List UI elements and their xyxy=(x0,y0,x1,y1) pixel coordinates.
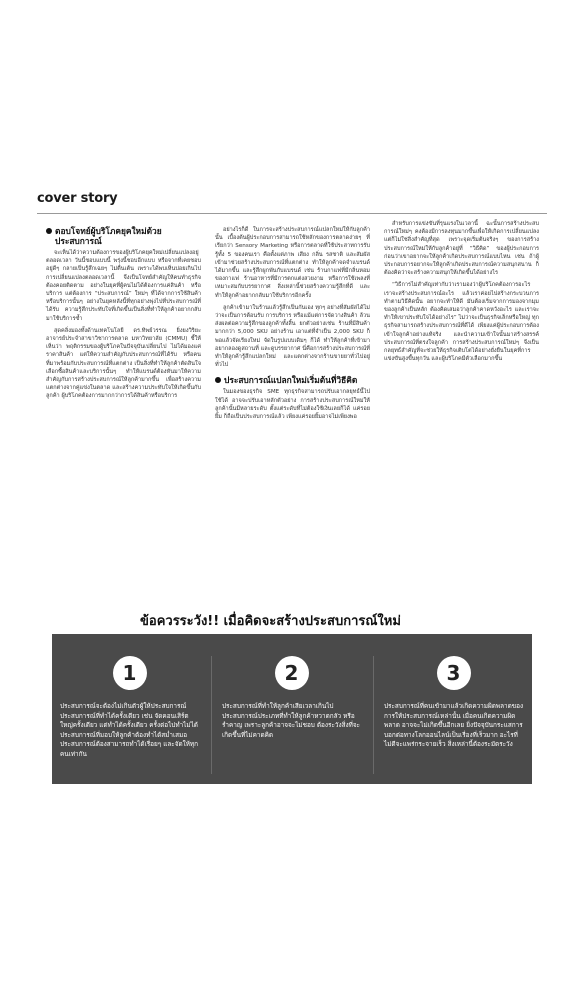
heading-text: ตอบโจทย์ผู้บริโภคยุคใหม่ด้วยประสบการณ์ xyxy=(55,226,162,246)
article-column-3 xyxy=(384,220,539,367)
paragraph: สำหรับการแข่งขันที่รุนแรงในเวลานี้ ฉะนั้นการสร้างประสบการณ์ใหม่ๆ คงต้องมีการลงทุนมากขึ้นเพื่อให้เกิดการเปลี่ยนแปลง แต่ก็ไม่ใช่สิ่งสำคัญที่สุด เพราะจุดเริ่มต้นจริงๆ ของการสร้างประสบการณ์ใหม่ให้กับลูกค้าอยู่ที่ “วิธีคิด” ของผู้ประกอบการก่อนว่าเขาอยากจะให้ลูกค้าเกิดประสบการณ์แบบไหน เช่น ถ้าผู้ประกอบการอยากจะให้ลูกค้าเกิดประสบการณ์ความสนุกสนาน ก็ต้องคิดว่าจะสร้างความสนุกให้เกิดขึ้นได้อย่างไร xyxy=(384,221,539,277)
paragraph: อย่างไรก็ดี ในการจะสร้างประสบการณ์แปลกใหม่ให้กับลูกค้านั้น เบื้องต้นผู้ประกอบการสามารถใช้หลักของการตลาดง่ายๆ ที่เรียกว่า Sensory Marketing หรือการตลาดที่ใช้ประสาทการรับรู้ทั้ง 5 ของคนเรา คือตั้งแต่ภาพ เสียง กลิ่น รสชาติ และสัมผัส เข้ามาช่วยสร้างประสบการณ์ที่แตกต่าง ทำให้ลูกค้าจดจำแบรนด์ได้มากขึ้น และรู้สึกผูกพันกับแบรนด์ เช่น ร้านกาแฟที่มีกลิ่นหอมของกาแฟ ร้านอาหารที่มีการตกแต่งสวยงาม หรือการใช้เพลงที่เหมาะสมกับบรรยากาศ สิ่งเหล่านี้ช่วยสร้างความรู้สึกที่ดี และทำให้ลูกค้าอยากกลับมาใช้บริการอีกครั้ง xyxy=(215,227,370,299)
tip-text: ประสบการณ์จะต้องไม่เกินตัวผู้ให้ประสบการณ์ ประสบการณ์ที่ทำได้ครั้งเดียว เช่น จัดคอนเสิร์ตใหญ่ครั้งเดียว แต่ทำได้ครั้งเดียว ครั้งต่อไปทำไม่ได้ ประสบการณ์ที่มอบให้ลูกค้าต้องทำได้สม่ำเสมอ ประสบการณ์ต้องสามารถทำได้เรื่อยๆ และจัดให้ทุกคนเท่ากัน xyxy=(60,702,199,758)
magazine-page xyxy=(32,186,550,906)
tip-number-badge: 3 xyxy=(437,656,471,690)
paragraph: จะเห็นได้ว่าความต้องการของผู้บริโภคยุคใหม่เปลี่ยนแปลงอยู่ตลอดเวลา วันนี้ชอบแบบนี้ พรุ่งนี้ชอบอีกแบบ หรือจากที่เคยชอบอยู่ดีๆ กลายเป็นรู้สึกเฉยๆ ไม่ตื่นเต้น เพราะได้พบเห็นบ่อยเกินไป การเปลี่ยนแปลงตลอดเวลานี้ จึงเป็นโจทย์สำคัญให้คนทำธุรกิจต้องคอยติดตาม อย่างในยุคที่ผู้คนไม่ได้ต้องการแค่สินค้า หรือบริการ แต่ต้องการ “ประสบการณ์” ใหม่ๆ ที่ได้จากการใช้สินค้าหรือบริการนั้นๆ อย่างในยุคหลังนี้ที่ทุกอย่างพุ่งไปที่ประสบการณ์ที่ได้รับ ความรู้สึกประทับใจที่เกิดขึ้นเป็นสิ่งที่ทำให้ลูกค้าอยากกลับมาใช้บริการซ้ำ xyxy=(46,250,201,322)
section-divider xyxy=(37,213,547,214)
tip-text: ประสบการณ์ที่คนเข้ามาแล้วเกิดความผิดพลาดของการให้ประสบการณ์เหล่านั้น เมื่อคนเกิดความผิดพลาด อาจจะไม่เกิดขึ้นอีกเลย ยิ่งปัจจุบันกระแสการบอกต่อทางโลกออนไลน์เป็นเรื่องที่เร็วมาก อะไรที่ไม่ดีจะแพร่กระจายเร็ว สิ่งเหล่านี้ต้องระมัดระวัง xyxy=(384,702,524,748)
tip-text: ประสบการณ์ที่ทำให้ลูกค้าเสียเวลาเกินไป ประสบการณ์ประเภทที่ทำให้ลูกค้าหวาดกลัว หรือรำคาญ เพราะลูกค้าอาจจะไม่ชอบ ต้องระวังสิ่งที่จะเกิดขึ้นที่ไม่คาดคิด xyxy=(222,702,360,739)
tip-divider xyxy=(211,656,212,774)
tip-item xyxy=(376,644,531,784)
tip-divider xyxy=(373,656,374,774)
paragraph: “วิธีการไม่สำคัญเท่ากับว่าเรามองว่าผู้บริโภคต้องการอะไร เราจะสร้างประสบการณ์อะไร แล้วเราค่อยไปสร้างกระบวนการทำตามวิธีคิดนั้น อยากจะทำให้ดี มันต้องเริ่มจากการมองจากมุมของลูกค้าเป็นหลัก ต้องคิดเสมอว่าลูกค้าคาดหวังอะไร และเราจะทำให้เขาประทับใจได้อย่างไร” ไม่ว่าจะเป็นธุรกิจเล็กหรือใหญ่ ทุกธุรกิจสามารถสร้างประสบการณ์ที่ดีได้ เพียงแค่ผู้ประกอบการต้องเข้าใจลูกค้าอย่างแท้จริง และนำความเข้าใจนั้นมาสร้างสรรค์ประสบการณ์ที่ตรงใจลูกค้า การสร้างประสบการณ์ใหม่ๆ จึงเป็นกลยุทธ์สำคัญที่จะช่วยให้ธุรกิจเติบโตได้อย่างยั่งยืนในยุคที่การแข่งขันสูงขึ้นทุกวัน และผู้บริโภคมีตัวเลือกมากขึ้น xyxy=(384,282,539,363)
bullet-icon xyxy=(215,377,221,383)
section-label: cover story xyxy=(37,191,118,206)
callout-panel-top xyxy=(52,634,532,644)
tip-item xyxy=(52,644,207,784)
tip-item xyxy=(214,644,369,784)
bullet-icon xyxy=(46,228,52,234)
tip-number-badge: 1 xyxy=(113,656,147,690)
paragraph: สุดคลิ่งมองทั้งด้านเทคโนโลยี ดร.ทิพย์วรรณ ยิ่งยงวิริยะ อาจารย์ประจำสาขาวิชาการตลาด มหาวิทยาลัย (CMMU) ชี้ให้เห็นว่า พฤติกรรมของผู้บริโภคในปัจจุบันเปลี่ยนไป ไม่ได้มองแค่ราคาสินค้า แต่ให้ความสำคัญกับประสบการณ์ที่ได้รับ หรือคนที่มาพร้อมกับประสบการณ์ที่แตกต่าง เป็นสิ่งที่ทำให้ลูกค้าตัดสินใจเลือกซื้อสินค้าและบริการนั้นๆ ทำให้แบรนด์ต้องหันมาให้ความสำคัญกับการสร้างประสบการณ์ให้ลูกค้ามากขึ้น เพื่อสร้างความแตกต่างจากคู่แข่งในตลาด และสร้างความประทับใจให้เกิดขึ้นกับลูกค้า ผู้บริโภคต้องการมากกว่าการได้สินค้าหรือบริการ xyxy=(46,327,201,400)
heading-text: ประสบการณ์แปลกใหม่เริ่มต้นที่วิธีคิด xyxy=(224,375,358,386)
article-heading-1 xyxy=(46,226,201,246)
article-column-2 xyxy=(215,226,370,425)
article-column-1 xyxy=(46,226,201,405)
article-heading-2 xyxy=(215,375,370,385)
callout-title: ข้อควรระวัง!! เมื่อคิดจะสร้างประสบการณ์ใหม่ xyxy=(140,614,401,629)
tip-number-badge: 2 xyxy=(275,656,309,690)
paragraph: ลูกค้าเข้ามาในร้านแล้วรู้สึกเป็นกันเอง ทุกๆ อย่างที่สัมผัสได้ไม่ว่าจะเป็นการต้อนรับ การบริการ หรือแม้แต่การจัดวางสินค้า ล้วนส่งผลต่อความรู้สึกของลูกค้าทั้งสิ้น ยกตัวอย่างเช่น ร้านที่มีสินค้ามากกว่า 5,000 SKU อย่างร้าน เอาแต่ที่จำเป็น 2,000 SKU ก็พอแล้วจัดเรียงใหม่ จัดในรูปแบบเดิมๆ ก็ได้ ทำให้ลูกค้าที่เข้ามาอยากลองดูสถานที่ และดูบรรยากาศ นี่คือการสร้างประสบการณ์ที่ทำให้ลูกค้ารู้สึกแปลกใหม่ และแตกต่างจากร้านขายยาทั่วไปอยู่ทั่วไป xyxy=(215,304,370,369)
paragraph: ในมองของธุรกิจ SME ทุกธุรกิจสามารถปรับเอากลยุทธ์นี้ไปใช้ได้ อาจจะปรับเอาหลักตัวอย่าง การสร้างประสบการณ์ใหม่ให้ลูกค้านั้นมีหลายระดับ ตั้งแต่ระดับที่ไม่ต้องใช้เงินเลยก็ได้ แค่รอยยิ้ม ก็ถือเป็นประสบการณ์แล้ว เพียงแค่รอยยิ้มอาจไม่เพียงพอ xyxy=(215,389,370,421)
callout-panel xyxy=(52,644,532,784)
